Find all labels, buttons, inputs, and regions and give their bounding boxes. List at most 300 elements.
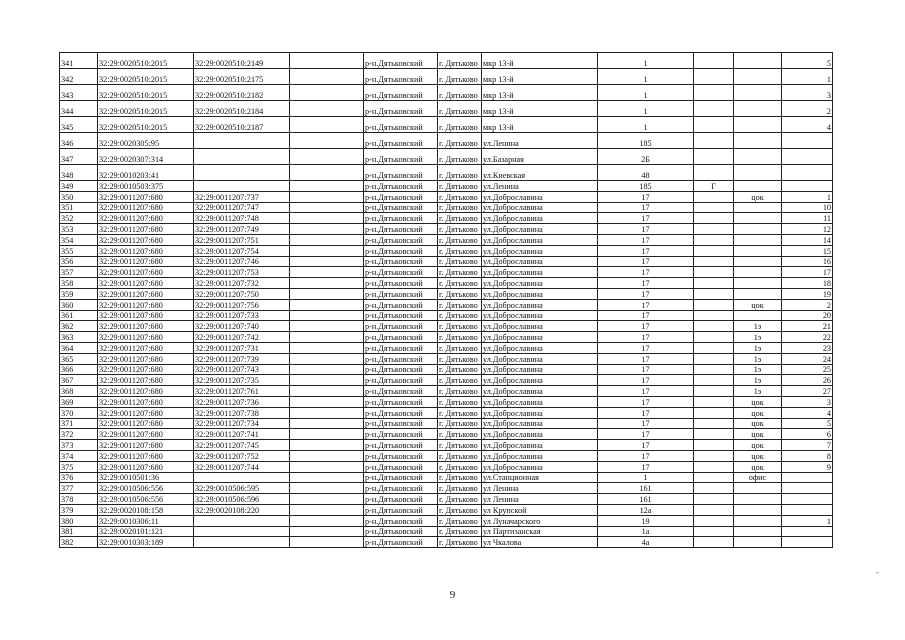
table-row xyxy=(60,537,833,548)
house-number-cell: 17 xyxy=(598,418,694,429)
table-row xyxy=(60,342,833,353)
premise-number-cell xyxy=(782,526,833,537)
house-number-cell: 1 xyxy=(598,101,694,117)
blank-cell xyxy=(290,396,364,407)
object-cadastral-cell: 32:29:0011207:744 xyxy=(194,461,290,472)
table-row xyxy=(60,364,833,375)
premise-type-cell xyxy=(734,288,782,299)
town-cell: г. Дятьково xyxy=(438,332,482,343)
premise-type-cell xyxy=(734,165,782,181)
building-letter-cell xyxy=(694,165,734,181)
house-number-cell: 17 xyxy=(598,310,694,321)
table-body xyxy=(60,53,833,548)
premise-type-cell xyxy=(734,494,782,505)
house-number-cell: 48 xyxy=(598,165,694,181)
blank-cell xyxy=(290,537,364,548)
land-cadastral-cell: 32:29:0011207:680 xyxy=(98,396,194,407)
premise-number-cell xyxy=(782,504,833,515)
row-number-cell: 379 xyxy=(60,504,98,515)
town-cell: г. Дятьково xyxy=(438,364,482,375)
premise-type-cell: цок xyxy=(734,407,782,418)
house-number-cell: 161 xyxy=(598,483,694,494)
town-cell: г. Дятьково xyxy=(438,191,482,202)
premise-type-cell: 1э xyxy=(734,375,782,386)
district-cell: р-н.Дятьковский xyxy=(364,526,438,537)
building-letter-cell xyxy=(694,53,734,69)
building-letter-cell xyxy=(694,245,734,256)
table-row xyxy=(60,117,833,133)
table-row xyxy=(60,267,833,278)
object-cadastral-cell: 32:29:0010506:595 xyxy=(194,483,290,494)
table-row xyxy=(60,450,833,461)
premise-number-cell: 4 xyxy=(782,117,833,133)
town-cell: г. Дятьково xyxy=(438,288,482,299)
object-cadastral-cell xyxy=(194,133,290,149)
blank-cell xyxy=(290,375,364,386)
street-cell: ул Ленина xyxy=(482,483,598,494)
premise-type-cell: 1э xyxy=(734,386,782,397)
town-cell: г. Дятьково xyxy=(438,234,482,245)
building-letter-cell xyxy=(694,396,734,407)
street-cell: ул.Доброславина xyxy=(482,267,598,278)
row-number-cell: 369 xyxy=(60,396,98,407)
street-cell: ул.Доброславина xyxy=(482,364,598,375)
blank-cell xyxy=(290,310,364,321)
premise-number-cell: 11 xyxy=(782,213,833,224)
land-cadastral-cell: 32:29:0011207:680 xyxy=(98,418,194,429)
district-cell: р-н.Дятьковский xyxy=(364,101,438,117)
district-cell: р-н.Дятьковский xyxy=(364,224,438,235)
street-cell: ул.Доброславина xyxy=(482,342,598,353)
object-cadastral-cell: 32:29:0020510:2175 xyxy=(194,69,290,85)
land-cadastral-cell: 32:29:0011207:680 xyxy=(98,407,194,418)
row-number-cell: 361 xyxy=(60,310,98,321)
house-number-cell: 17 xyxy=(598,396,694,407)
town-cell: г. Дятьково xyxy=(438,450,482,461)
premise-type-cell xyxy=(734,213,782,224)
object-cadastral-cell: 32:29:0011207:733 xyxy=(194,310,290,321)
land-cadastral-cell: 32:29:0020307:314 xyxy=(98,149,194,165)
blank-cell xyxy=(290,256,364,267)
building-letter-cell xyxy=(694,515,734,526)
land-cadastral-cell: 32:29:0011207:680 xyxy=(98,213,194,224)
building-letter-cell xyxy=(694,440,734,451)
street-cell: мкр 13-й xyxy=(482,101,598,117)
street-cell: ул.Доброславина xyxy=(482,407,598,418)
blank-cell xyxy=(290,213,364,224)
house-number-cell: 17 xyxy=(598,440,694,451)
land-cadastral-cell: 32:29:0011207:680 xyxy=(98,429,194,440)
premise-type-cell xyxy=(734,310,782,321)
object-cadastral-cell: 32:29:0011207:746 xyxy=(194,256,290,267)
district-cell: р-н.Дятьковский xyxy=(364,483,438,494)
table-row xyxy=(60,234,833,245)
row-number-cell: 348 xyxy=(60,165,98,181)
town-cell: г. Дятьково xyxy=(438,461,482,472)
street-cell: ул Ленина xyxy=(482,494,598,505)
row-number-cell: 373 xyxy=(60,440,98,451)
building-letter-cell xyxy=(694,364,734,375)
object-cadastral-cell: 32:29:0011207:735 xyxy=(194,375,290,386)
building-letter-cell xyxy=(694,483,734,494)
premise-number-cell: 8 xyxy=(782,450,833,461)
street-cell: ул.Доброславина xyxy=(482,386,598,397)
table-row xyxy=(60,256,833,267)
table-row xyxy=(60,396,833,407)
town-cell: г. Дятьково xyxy=(438,256,482,267)
house-number-cell: 17 xyxy=(598,342,694,353)
street-cell: ул.Доброславина xyxy=(482,202,598,213)
premise-type-cell: цок xyxy=(734,396,782,407)
land-cadastral-cell: 32:29:0011207:680 xyxy=(98,256,194,267)
row-number-cell: 372 xyxy=(60,429,98,440)
premise-type-cell xyxy=(734,133,782,149)
table-row xyxy=(60,278,833,289)
premise-type-cell: цок xyxy=(734,299,782,310)
table-row xyxy=(60,429,833,440)
district-cell: р-н.Дятьковский xyxy=(364,53,438,69)
row-number-cell: 344 xyxy=(60,101,98,117)
premise-number-cell: 22 xyxy=(782,332,833,343)
row-number-cell: 341 xyxy=(60,53,98,69)
blank-cell xyxy=(290,69,364,85)
blank-cell xyxy=(290,515,364,526)
district-cell: р-н.Дятьковский xyxy=(364,191,438,202)
object-cadastral-cell: 32:29:0011207:736 xyxy=(194,396,290,407)
premise-type-cell: 1э xyxy=(734,342,782,353)
blank-cell xyxy=(290,494,364,505)
premise-number-cell xyxy=(782,133,833,149)
district-cell: р-н.Дятьковский xyxy=(364,472,438,483)
district-cell: р-н.Дятьковский xyxy=(364,396,438,407)
building-letter-cell xyxy=(694,133,734,149)
house-number-cell: 17 xyxy=(598,375,694,386)
building-letter-cell xyxy=(694,288,734,299)
row-number-cell: 347 xyxy=(60,149,98,165)
town-cell: г. Дятьково xyxy=(438,504,482,515)
district-cell: р-н.Дятьковский xyxy=(364,85,438,101)
land-cadastral-cell: 32:29:0010501:36 xyxy=(98,472,194,483)
district-cell: р-н.Дятьковский xyxy=(364,342,438,353)
blank-cell xyxy=(290,332,364,343)
land-cadastral-cell: 32:29:0011207:680 xyxy=(98,234,194,245)
blank-cell xyxy=(290,407,364,418)
table-row xyxy=(60,133,833,149)
street-cell: ул.Доброславина xyxy=(482,396,598,407)
premise-number-cell: 10 xyxy=(782,202,833,213)
district-cell: р-н.Дятьковский xyxy=(364,133,438,149)
object-cadastral-cell: 32:29:0011207:756 xyxy=(194,299,290,310)
land-cadastral-cell: 32:29:0011207:680 xyxy=(98,288,194,299)
building-letter-cell xyxy=(694,321,734,332)
premise-number-cell: 12 xyxy=(782,224,833,235)
premise-number-cell: 15 xyxy=(782,245,833,256)
row-number-cell: 363 xyxy=(60,332,98,343)
blank-cell xyxy=(290,299,364,310)
house-number-cell: 1 xyxy=(598,85,694,101)
street-cell: ул.Станционная xyxy=(482,472,598,483)
premise-type-cell: цок xyxy=(734,418,782,429)
town-cell: г. Дятьково xyxy=(438,69,482,85)
district-cell: р-н.Дятьковский xyxy=(364,450,438,461)
district-cell: р-н.Дятьковский xyxy=(364,353,438,364)
house-number-cell: 17 xyxy=(598,450,694,461)
building-letter-cell xyxy=(694,429,734,440)
object-cadastral-cell: 32:29:0011207:743 xyxy=(194,364,290,375)
district-cell: р-н.Дятьковский xyxy=(364,418,438,429)
table-row xyxy=(60,310,833,321)
premise-type-cell xyxy=(734,53,782,69)
object-cadastral-cell xyxy=(194,149,290,165)
blank-cell xyxy=(290,461,364,472)
table-row xyxy=(60,483,833,494)
town-cell: г. Дятьково xyxy=(438,418,482,429)
blank-cell xyxy=(290,483,364,494)
town-cell: г. Дятьково xyxy=(438,537,482,548)
object-cadastral-cell: 32:29:0020108:220 xyxy=(194,504,290,515)
premise-number-cell xyxy=(782,181,833,192)
premise-number-cell: 27 xyxy=(782,386,833,397)
street-cell: ул.Доброславина xyxy=(482,299,598,310)
town-cell: г. Дятьково xyxy=(438,494,482,505)
land-cadastral-cell: 32:29:0011207:680 xyxy=(98,353,194,364)
land-cadastral-cell: 32:29:0011207:680 xyxy=(98,440,194,451)
district-cell: р-н.Дятьковский xyxy=(364,429,438,440)
house-number-cell: 185 xyxy=(598,181,694,192)
premise-type-cell xyxy=(734,526,782,537)
object-cadastral-cell xyxy=(194,537,290,548)
premise-type-cell xyxy=(734,202,782,213)
object-cadastral-cell: 32:29:0011207:753 xyxy=(194,267,290,278)
building-letter-cell xyxy=(694,407,734,418)
blank-cell xyxy=(290,418,364,429)
land-cadastral-cell: 32:29:0010303:189 xyxy=(98,537,194,548)
town-cell: г. Дятьково xyxy=(438,440,482,451)
blank-cell xyxy=(290,53,364,69)
building-letter-cell xyxy=(694,213,734,224)
premise-type-cell: цок xyxy=(734,461,782,472)
object-cadastral-cell: 32:29:0020510:2149 xyxy=(194,53,290,69)
row-number-cell: 362 xyxy=(60,321,98,332)
premise-type-cell xyxy=(734,537,782,548)
blank-cell xyxy=(290,267,364,278)
district-cell: р-н.Дятьковский xyxy=(364,202,438,213)
row-number-cell: 342 xyxy=(60,69,98,85)
row-number-cell: 345 xyxy=(60,117,98,133)
district-cell: р-н.Дятьковский xyxy=(364,440,438,451)
house-number-cell: 1 xyxy=(598,117,694,133)
town-cell: г. Дятьково xyxy=(438,407,482,418)
object-cadastral-cell: 32:29:0011207:747 xyxy=(194,202,290,213)
house-number-cell: 1а xyxy=(598,526,694,537)
row-number-cell: 378 xyxy=(60,494,98,505)
premise-number-cell: 26 xyxy=(782,375,833,386)
premise-number-cell: 23 xyxy=(782,342,833,353)
blank-cell xyxy=(290,429,364,440)
object-cadastral-cell: 32:29:0011207:761 xyxy=(194,386,290,397)
table-row xyxy=(60,101,833,117)
house-number-cell: 17 xyxy=(598,256,694,267)
row-number-cell: 374 xyxy=(60,450,98,461)
premise-number-cell xyxy=(782,149,833,165)
land-cadastral-cell: 32:29:0010506:556 xyxy=(98,483,194,494)
house-number-cell: 1 xyxy=(598,472,694,483)
town-cell: г. Дятьково xyxy=(438,149,482,165)
house-number-cell: 17 xyxy=(598,461,694,472)
premise-type-cell xyxy=(734,224,782,235)
row-number-cell: 380 xyxy=(60,515,98,526)
land-cadastral-cell: 32:29:0011207:680 xyxy=(98,202,194,213)
row-number-cell: 381 xyxy=(60,526,98,537)
town-cell: г. Дятьково xyxy=(438,321,482,332)
row-number-cell: 375 xyxy=(60,461,98,472)
building-letter-cell xyxy=(694,299,734,310)
street-cell: мкр 13-й xyxy=(482,53,598,69)
table-row xyxy=(60,472,833,483)
town-cell: г. Дятьково xyxy=(438,375,482,386)
page-number: 9 xyxy=(449,589,456,601)
row-number-cell: 357 xyxy=(60,267,98,278)
house-number-cell: 17 xyxy=(598,224,694,235)
district-cell: р-н.Дятьковский xyxy=(364,321,438,332)
district-cell: р-н.Дятьковский xyxy=(364,69,438,85)
land-cadastral-cell: 32:29:0011207:680 xyxy=(98,224,194,235)
object-cadastral-cell xyxy=(194,526,290,537)
street-cell: ул.Доброславина xyxy=(482,224,598,235)
house-number-cell: 17 xyxy=(598,278,694,289)
object-cadastral-cell: 32:29:0010506:596 xyxy=(194,494,290,505)
street-cell: мкр 13-й xyxy=(482,85,598,101)
blank-cell xyxy=(290,101,364,117)
house-number-cell: 1 xyxy=(598,53,694,69)
town-cell: г. Дятьково xyxy=(438,267,482,278)
premise-type-cell xyxy=(734,256,782,267)
land-cadastral-cell: 32:29:0020510:2015 xyxy=(98,69,194,85)
street-cell: ул.Доброславина xyxy=(482,234,598,245)
row-number-cell: 359 xyxy=(60,288,98,299)
building-letter-cell xyxy=(694,101,734,117)
land-cadastral-cell: 32:29:0011207:680 xyxy=(98,450,194,461)
row-number-cell: 364 xyxy=(60,342,98,353)
premise-number-cell: 25 xyxy=(782,364,833,375)
object-cadastral-cell xyxy=(194,181,290,192)
row-number-cell: 371 xyxy=(60,418,98,429)
district-cell: р-н.Дятьковский xyxy=(364,181,438,192)
street-cell: ул.Доброславина xyxy=(482,245,598,256)
town-cell: г. Дятьково xyxy=(438,202,482,213)
street-cell: ул.Доброславина xyxy=(482,332,598,343)
land-cadastral-cell: 32:29:0010203:41 xyxy=(98,165,194,181)
town-cell: г. Дятьково xyxy=(438,133,482,149)
premise-type-cell xyxy=(734,69,782,85)
building-letter-cell xyxy=(694,494,734,505)
premise-type-cell xyxy=(734,181,782,192)
house-number-cell: 161 xyxy=(598,494,694,505)
land-cadastral-cell: 32:29:0011207:680 xyxy=(98,461,194,472)
row-number-cell: 350 xyxy=(60,191,98,202)
object-cadastral-cell: 32:29:0011207:739 xyxy=(194,353,290,364)
district-cell: р-н.Дятьковский xyxy=(364,245,438,256)
land-cadastral-cell: 32:29:0011207:680 xyxy=(98,386,194,397)
street-cell: ул.Ленина xyxy=(482,133,598,149)
house-number-cell: 17 xyxy=(598,353,694,364)
premise-number-cell: 4 xyxy=(782,407,833,418)
premise-number-cell xyxy=(782,494,833,505)
district-cell: р-н.Дятьковский xyxy=(364,149,438,165)
district-cell: р-н.Дятьковский xyxy=(364,310,438,321)
town-cell: г. Дятьково xyxy=(438,515,482,526)
premise-type-cell: цок xyxy=(734,191,782,202)
blank-cell xyxy=(290,224,364,235)
row-number-cell: 382 xyxy=(60,537,98,548)
table-row xyxy=(60,191,833,202)
object-cadastral-cell: 32:29:0011207:738 xyxy=(194,407,290,418)
blank-cell xyxy=(290,165,364,181)
building-letter-cell xyxy=(694,224,734,235)
object-cadastral-cell: 32:29:0011207:745 xyxy=(194,440,290,451)
blank-cell xyxy=(290,191,364,202)
premise-number-cell: 2 xyxy=(782,101,833,117)
object-cadastral-cell: 32:29:0011207:748 xyxy=(194,213,290,224)
street-cell: ул.Доброславина xyxy=(482,321,598,332)
land-cadastral-cell: 32:29:0011207:680 xyxy=(98,278,194,289)
town-cell: г. Дятьково xyxy=(438,85,482,101)
object-cadastral-cell: 32:29:0011207:731 xyxy=(194,342,290,353)
district-cell: р-н.Дятьковский xyxy=(364,504,438,515)
district-cell: р-н.Дятьковский xyxy=(364,386,438,397)
premise-number-cell: 3 xyxy=(782,396,833,407)
building-letter-cell xyxy=(694,353,734,364)
premise-number-cell: 5 xyxy=(782,418,833,429)
object-cadastral-cell: 32:29:0011207:750 xyxy=(194,288,290,299)
premise-type-cell xyxy=(734,234,782,245)
object-cadastral-cell xyxy=(194,165,290,181)
row-number-cell: 351 xyxy=(60,202,98,213)
premise-type-cell xyxy=(734,149,782,165)
house-number-cell: 17 xyxy=(598,245,694,256)
table-row xyxy=(60,515,833,526)
street-cell: ул.Доброславина xyxy=(482,213,598,224)
blank-cell xyxy=(290,278,364,289)
table-row xyxy=(60,202,833,213)
premise-number-cell xyxy=(782,537,833,548)
row-number-cell: 356 xyxy=(60,256,98,267)
blank-cell xyxy=(290,234,364,245)
premise-number-cell: 7 xyxy=(782,440,833,451)
scan-edge-mark: - xyxy=(876,568,879,577)
building-letter-cell xyxy=(694,526,734,537)
town-cell: г. Дятьково xyxy=(438,165,482,181)
table-row xyxy=(60,224,833,235)
premise-number-cell: 21 xyxy=(782,321,833,332)
street-cell: мкр 13-й xyxy=(482,69,598,85)
house-number-cell: 17 xyxy=(598,299,694,310)
town-cell: г. Дятьково xyxy=(438,101,482,117)
land-cadastral-cell: 32:29:0011207:680 xyxy=(98,332,194,343)
row-number-cell: 352 xyxy=(60,213,98,224)
house-number-cell: 17 xyxy=(598,407,694,418)
premise-type-cell xyxy=(734,85,782,101)
building-letter-cell xyxy=(694,256,734,267)
house-number-cell: 17 xyxy=(598,429,694,440)
building-letter-cell: Г xyxy=(694,181,734,192)
row-number-cell: 349 xyxy=(60,181,98,192)
land-cadastral-cell: 32:29:0020510:2015 xyxy=(98,53,194,69)
property-register-table xyxy=(59,52,833,548)
row-number-cell: 366 xyxy=(60,364,98,375)
premise-type-cell: 1э xyxy=(734,353,782,364)
street-cell: мкр 13-й xyxy=(482,117,598,133)
